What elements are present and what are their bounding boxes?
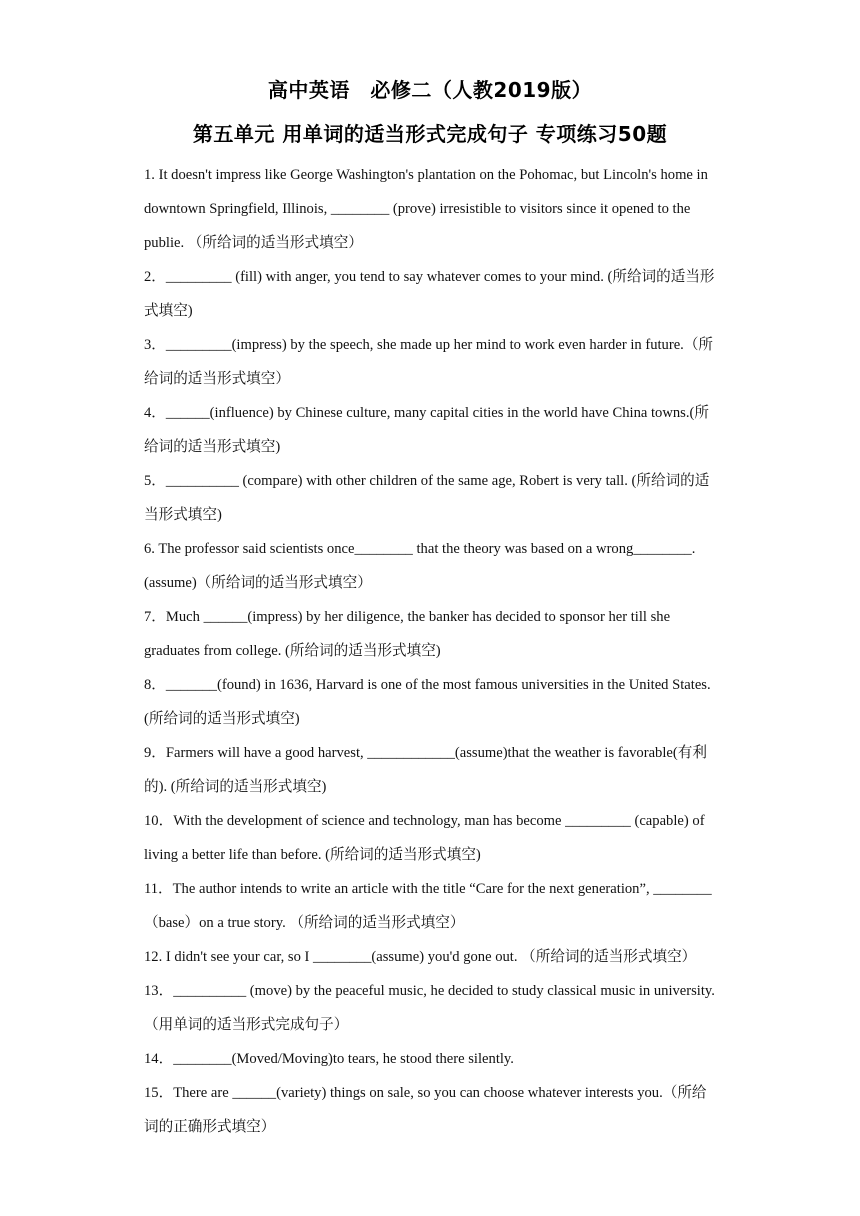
question-6: 6. The professor said scientists once________ that the theory was based on a wrong________. (assume)（所给词的适当形式填空） — [144, 541, 696, 591]
question-8: 8．_______(found) in 1636, Harvard is one of the most famous universities in the United States.(所给词的适当形式填空) — [144, 677, 711, 727]
question-10: 10．With the development of science and technology, man has become _________ (capable) of living a better life than before. (所给词的适当形式填空) — [144, 813, 705, 863]
question-4: 4．______(influence) by Chinese culture, many capital cities in the world have China towns.(所给词的适当形式填空) — [144, 405, 709, 455]
question-12: 12. I didn't see your car, so I ________(assume) you'd gone out. （所给词的适当形式填空） — [144, 949, 697, 965]
question-list — [144, 158, 720, 1144]
question-5: 5．__________ (compare) with other children of the same age, Robert is very tall. (所给词的适当形式填空) — [144, 473, 710, 523]
question-11: 11．The author intends to write an article with the title “Care for the next generation”, ________（base）on a true story. （所给词的适当形式填空） — [144, 881, 712, 931]
question-14: 14．________(Moved/Moving)to tears, he stood there silently. — [144, 1051, 514, 1067]
document-subtitle: 第五单元 用单词的适当形式完成句子 专项练习50题 — [192, 122, 668, 146]
question-3: 3．_________(impress) by the speech, she made up her mind to work even harder in future.（所给词的适当形式填空） — [144, 337, 714, 387]
question-7: 7．Much ______(impress) by her diligence, the banker has decided to sponsor her till she graduates from college. (所给词的适当形式填空) — [144, 609, 671, 659]
question-2: 2．_________ (fill) with anger, you tend to say whatever comes to your mind. (所给词的适当形式填空) — [144, 269, 715, 319]
document-title: 高中英语 必修二（人教2019版） — [267, 78, 593, 102]
question-13: 13．__________ (move) by the peaceful music, he decided to study classical music in university.（用单词的适当形式完成句子） — [144, 983, 715, 1033]
question-1: 1. It doesn't impress like George Washington's plantation on the Pohomac, but Lincoln's home in downtown Springfield, Illinois, ________ (prove) irresistible to visitors since it opened to the publie. （所给词的适当形式填空） — [144, 167, 708, 251]
question-15: 15．There are ______(variety) things on sale, so you can choose whatever interests you.（所给词的正确形式填空） — [144, 1085, 707, 1135]
question-9: 9．Farmers will have a good harvest, ____________(assume)that the weather is favorable(有利的). (所给词的适当形式填空) — [144, 745, 707, 795]
